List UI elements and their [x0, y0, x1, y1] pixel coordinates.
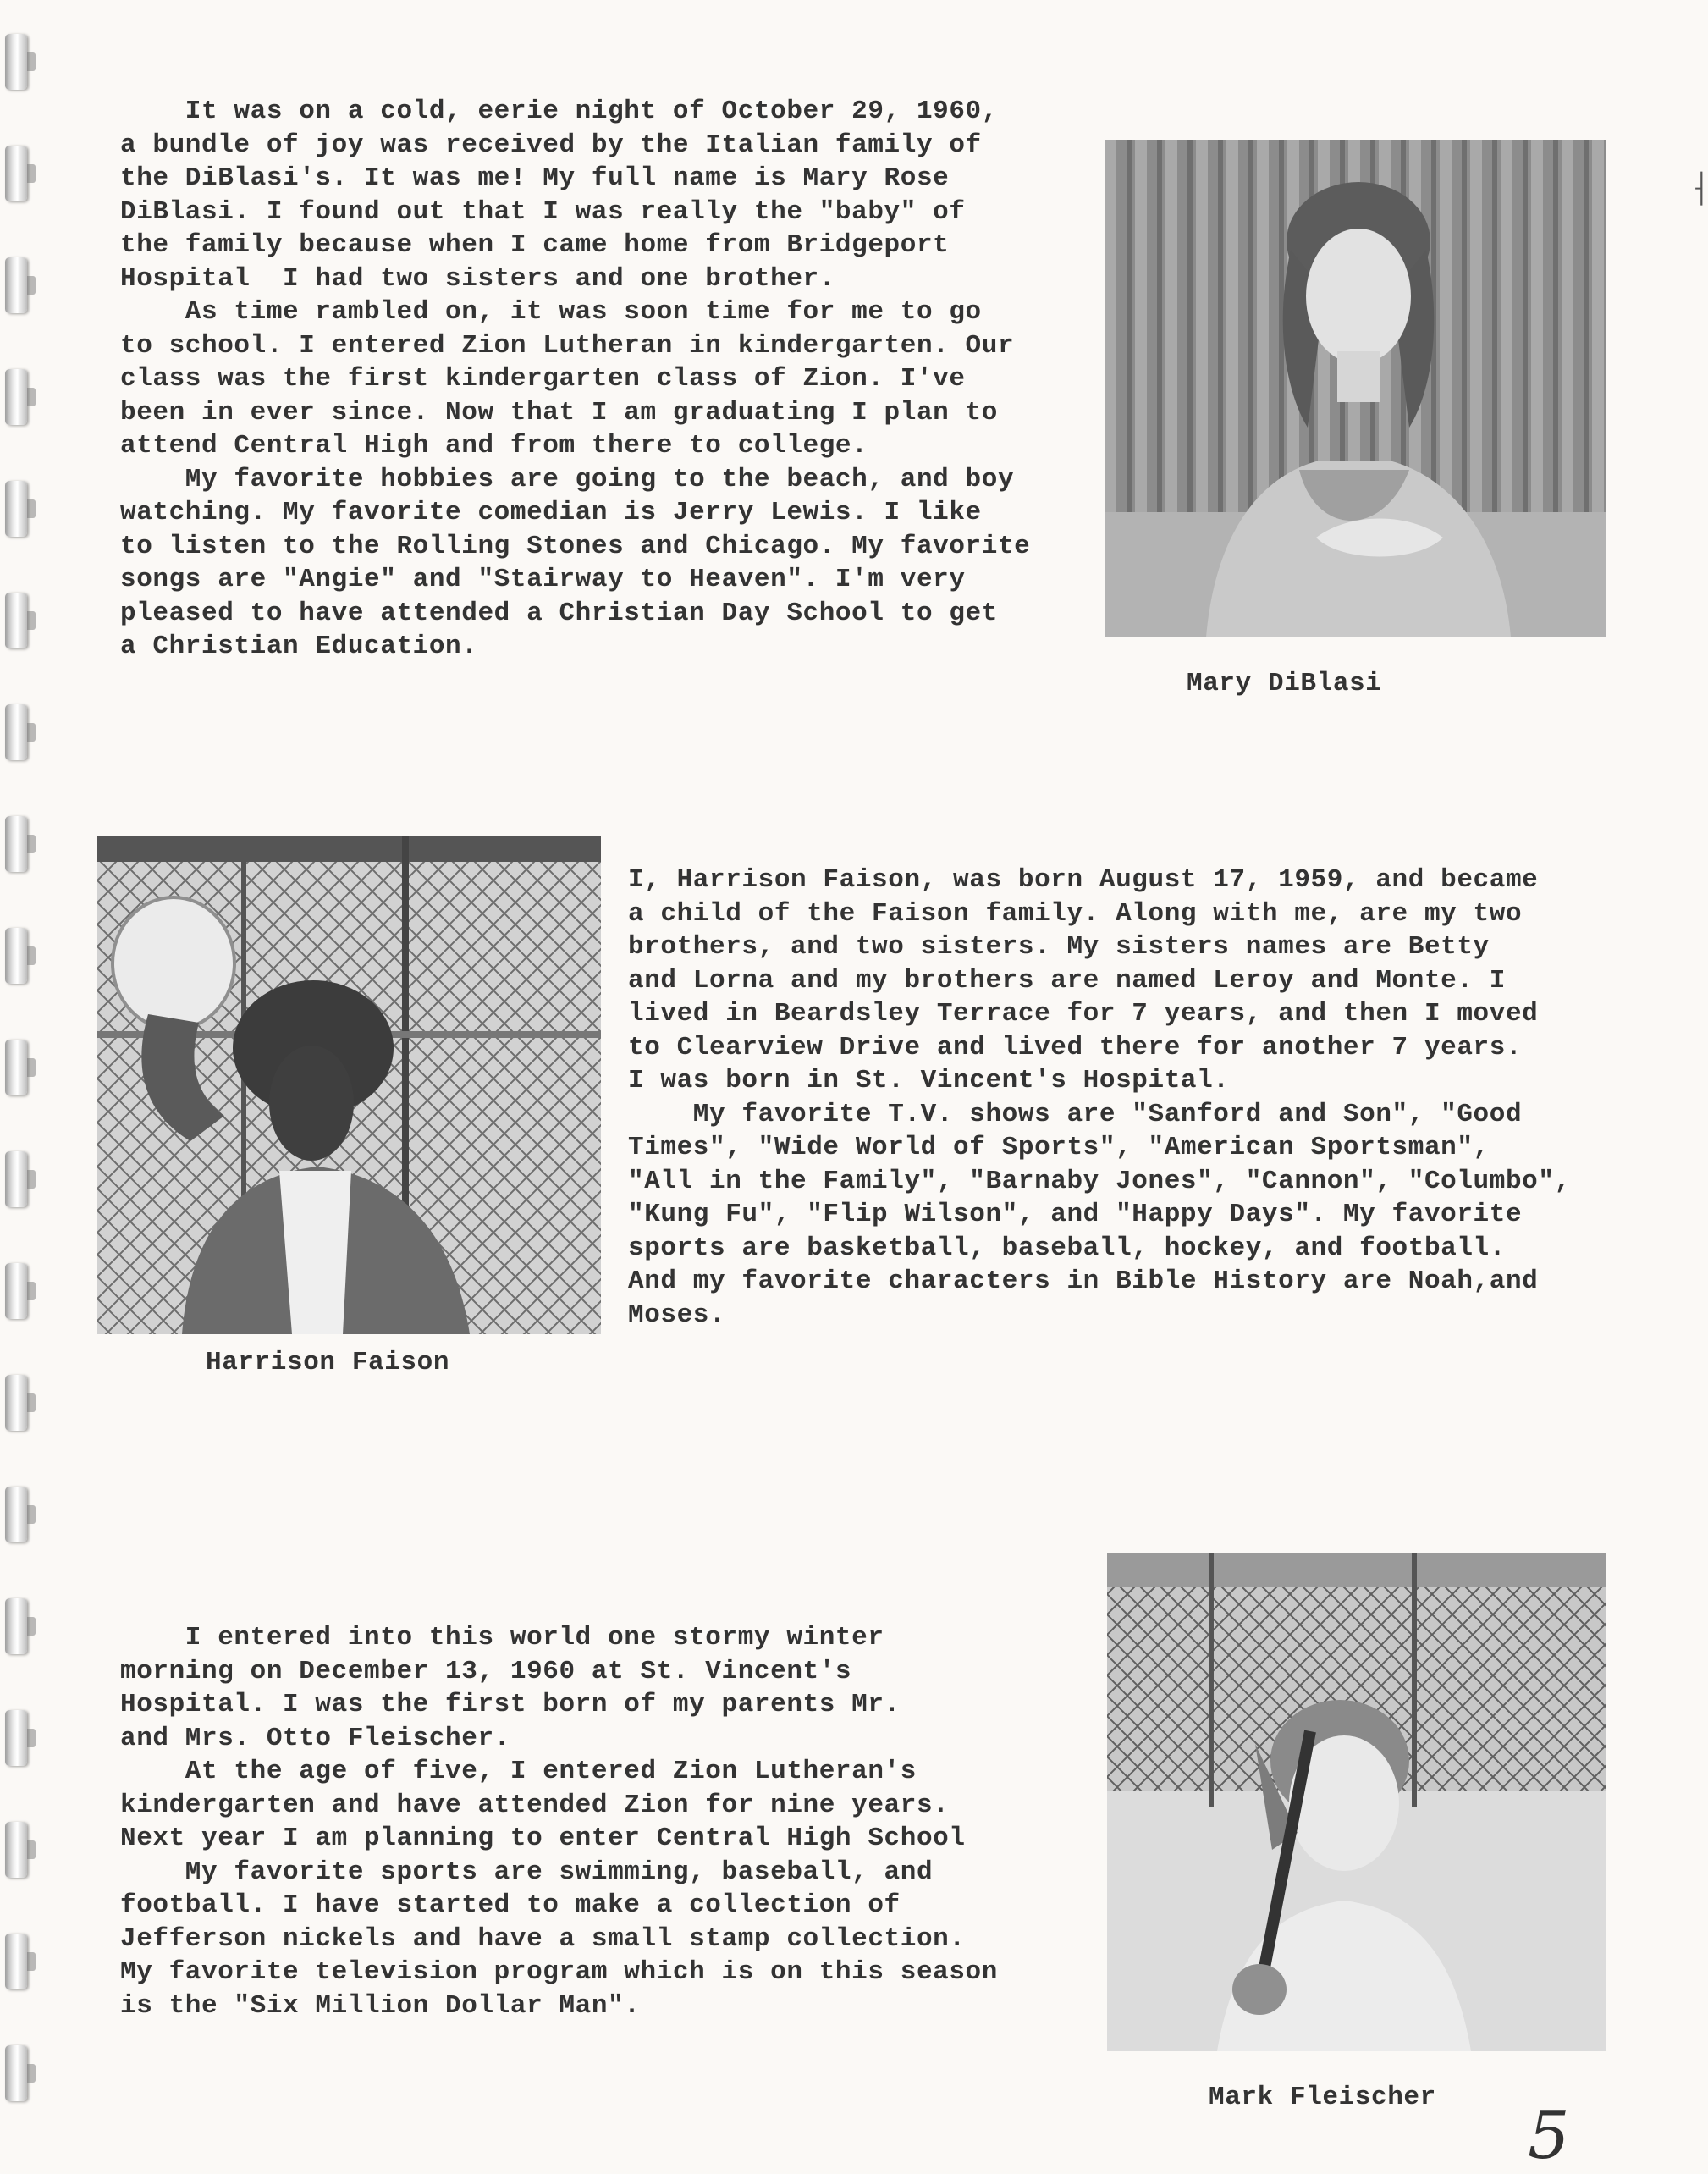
- binding-ring: [5, 2045, 27, 2101]
- page-number: 5: [1528, 2098, 1570, 2174]
- bio-text-mary-diblasi: It was on a cold, eerie night of October 29, 1960, a bundle of joy was received by the Italian family of the DiBlasi's. It was me! My full name is Mary Rose DiBlasi. I found out that I was really the "baby" of the family because when I came home from Bridgeport Hospital I had two sisters and one brother. As time rambled on, it was soon time for me to go to school. I entered Zion Lutheran in kindergarten. Our class was the first kindergarten class of Zion. I've been in ever since. Now that I am graduating I plan to attend Central High and from there to college. My favorite hobbies are going to the beach, and boy watching. My favorite comedian is Jerry Lewis. I like to listen to the Rolling Stones and Chicago. My favorite songs are "Angie" and "Stairway to Heaven". I'm very pleased to have attended a Christian Day School to get a Christian Education.: [120, 97, 1031, 661]
- margin-mark-icon: ⸡: [1689, 170, 1708, 208]
- binding-ring: [5, 146, 27, 201]
- binding-ring: [5, 1040, 27, 1095]
- binding-ring: [5, 704, 27, 760]
- binding-ring: [5, 369, 27, 425]
- binding-ring: [5, 1375, 27, 1431]
- photo-mary-diblasi: [1105, 140, 1606, 637]
- binding-ring: [5, 257, 27, 313]
- binding-ring: [5, 34, 27, 90]
- caption-harrison-faison: Harrison Faison: [206, 1348, 450, 1377]
- binding-ring: [5, 1598, 27, 1654]
- caption-mary-diblasi: Mary DiBlasi: [1187, 669, 1382, 698]
- photo-harrison-faison: [97, 836, 601, 1334]
- bio-text-harrison-faison: I, Harrison Faison, was born August 17, 1959, and became a child of the Faison family. Along with me, are my two brothers, and two sisters. My sisters names are Betty and Lorna and my brothers are named Leroy and Monte. I lived in Beardsley Terrace for 7 years, and then I moved to Clearview Drive and lived there for another 7 years. I was born in St. Vincent's Hospital. My favorite T.V. shows are "Sanford and Son", "Good Times", "Wide World of Sports", "American Sportsman", "All in the Family", "Barnaby Jones", "Cannon", "Columbo", "Kung Fu", "Flip Wilson", and "Happy Days". My favorite sports are basketball, baseball, hockey, and football. And my favorite characters in Bible History are Noah,and Moses.: [628, 865, 1571, 1330]
- binding-ring: [5, 1822, 27, 1878]
- binding-ring: [5, 1263, 27, 1319]
- binding-ring: [5, 481, 27, 537]
- caption-mark-fleischer: Mark Fleischer: [1209, 2083, 1436, 2112]
- binding-ring: [5, 1934, 27, 1989]
- binding-ring: [5, 928, 27, 984]
- binding-ring: [5, 1487, 27, 1542]
- binding-ring: [5, 1151, 27, 1207]
- photo-mark-fleischer: [1107, 1553, 1606, 2051]
- binding-ring: [5, 1710, 27, 1766]
- spiral-binding: [0, 34, 59, 2167]
- binding-ring: [5, 593, 27, 648]
- bio-text-mark-fleischer: I entered into this world one stormy winter morning on December 13, 1960 at St. Vincent's Hospital. I was the first born of my parents Mr. and Mrs. Otto Fleischer. At the age of five, I entered Zion Lutheran's kindergarten and have attended Zion for nine years. Next year I am planning to enter Central High School My favorite sports are swimming, baseball, and football. I have started to make a collection of Jefferson nickels and have a small stamp collection. My favorite television program which is on this season is the "Six Million Dollar Man".: [120, 1623, 998, 2021]
- binding-ring: [5, 816, 27, 872]
